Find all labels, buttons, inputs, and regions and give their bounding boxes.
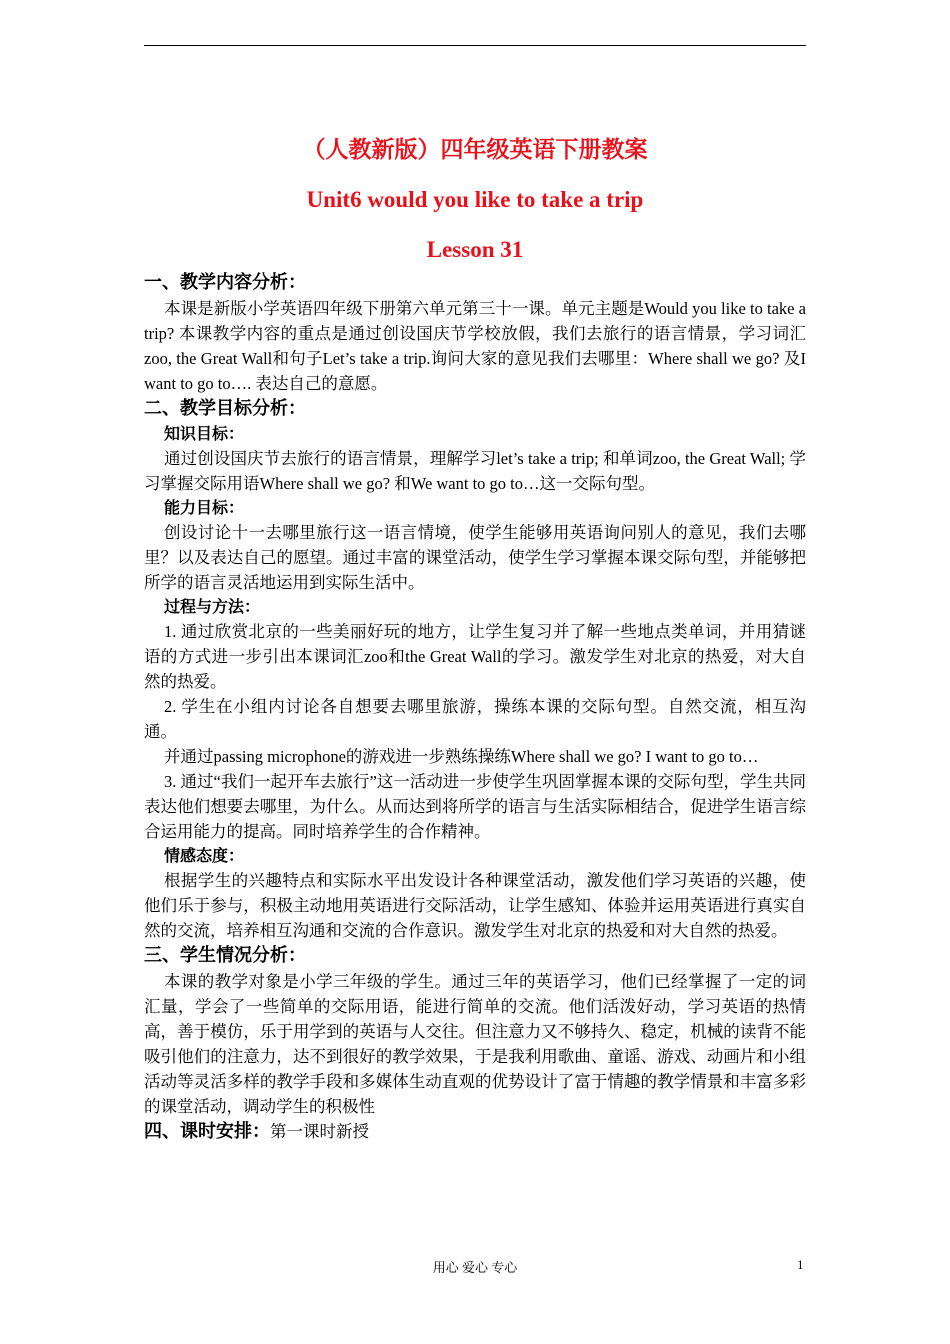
document-title: （人教新版）四年级英语下册教案 — [302, 136, 648, 163]
footer-motto: 用心 爱心 专心 — [432, 1260, 518, 1275]
section-student-analysis — [144, 943, 806, 1119]
schedule-text: 第一课时新授 — [270, 1122, 369, 1141]
section-schedule — [144, 1119, 806, 1145]
section-objectives — [144, 396, 806, 943]
subheading-emotion: 情感态度： — [164, 846, 245, 865]
paragraph: 通过创设国庆节去旅行的语言情景，理解学习let’s take a trip; 和单词zoo, the Great Wall; 学习掌握交际用语Where shall we go? 和We want to go to…这一交际句型。 — [144, 449, 806, 493]
paragraph: 3. 通过“我们一起开车去旅行”这一活动进一步使学生巩固掌握本课的交际句型，学生共同表达他们想要去哪里，为什么。从而达到将所学的语言与生活实际相结合，促进学生语言综合运用能力的提高。同时培养学生的合作精神。 — [144, 772, 806, 841]
section-heading: 一、教学内容分析： — [144, 272, 306, 293]
page-number: 1 — [797, 1257, 804, 1272]
section-heading: 四、课时安排： — [144, 1121, 270, 1142]
paragraph: 并通过passing microphone的游戏进一步熟练操练Where shall we go? I want to go to… — [164, 747, 759, 766]
section-content-analysis — [144, 270, 806, 396]
section-heading: 三、学生情况分析： — [144, 945, 306, 966]
header-rule — [144, 45, 806, 46]
paragraph: 根据学生的兴趣特点和实际水平出发设计各种课堂活动，激发他们学习英语的兴趣，使他们乐于参与，积极主动地用英语进行交际活动，让学生感知、体验并运用英语进行真实自然的交流，培养相互沟通和交流的合作意识。激发学生对北京的热爱和对大自然的热爱。 — [144, 871, 806, 940]
unit-title: Unit6 would you like to take a trip — [306, 187, 644, 212]
paragraph: 创设讨论十一去哪里旅行这一语言情境，使学生能够用英语询问别人的意见，我们去哪里？以及表达自己的愿望。通过丰富的课堂活动，使学生学习掌握本课交际句型，并能够把所学的语言灵活地运用到实际生活中。 — [144, 523, 806, 592]
paragraph: 本课是新版小学英语四年级下册第六单元第三十一课。单元主题是Would you like to take a trip? 本课教学内容的重点是通过创设国庆节学校放假，我们去旅行的语言情景，学习词汇zoo, the Great Wall和句子Let’s take a trip.询问大家的意见我们去哪里：Where shall we go? 及I want to go to…. 表达自己的意愿。 — [144, 299, 806, 393]
section-heading: 二、教学目标分析： — [144, 398, 306, 419]
subheading-process: 过程与方法： — [164, 597, 261, 616]
subheading-ability: 能力目标： — [164, 498, 245, 517]
paragraph: 2. 学生在小组内讨论各自想要去哪里旅游，操练本课的交际句型。自然交流，相互沟通。 — [144, 697, 806, 741]
document-body — [144, 130, 806, 1145]
lesson-title: Lesson 31 — [426, 237, 524, 262]
paragraph: 本课的教学对象是小学三年级的学生。通过三年的英语学习，他们已经掌握了一定的词汇量，学会了一些简单的交际用语，能进行简单的交流。他们活泼好动，学习英语的热情高，善于模仿，乐于用学到的英语与人交往。但注意力又不够持久、稳定，机械的读背不能吸引他们的注意力，达不到很好的教学效果，于是我利用歌曲、童谣、游戏、动画片和小组活动等灵活多样的教学手段和多媒体生动直观的优势设计了富于情趣的教学情景和丰富多彩的课堂活动，调动学生的积极性 — [144, 972, 806, 1116]
subheading-knowledge: 知识目标： — [164, 424, 245, 443]
section-heading-line — [144, 1119, 806, 1145]
paragraph: 1. 通过欣赏北京的一些美丽好玩的地方，让学生复习并了解一些地点类单词，并用猜谜语的方式进一步引出本课词汇zoo和the Great Wall的学习。激发学生对北京的热爱，对大自然的热爱。 — [144, 622, 806, 691]
